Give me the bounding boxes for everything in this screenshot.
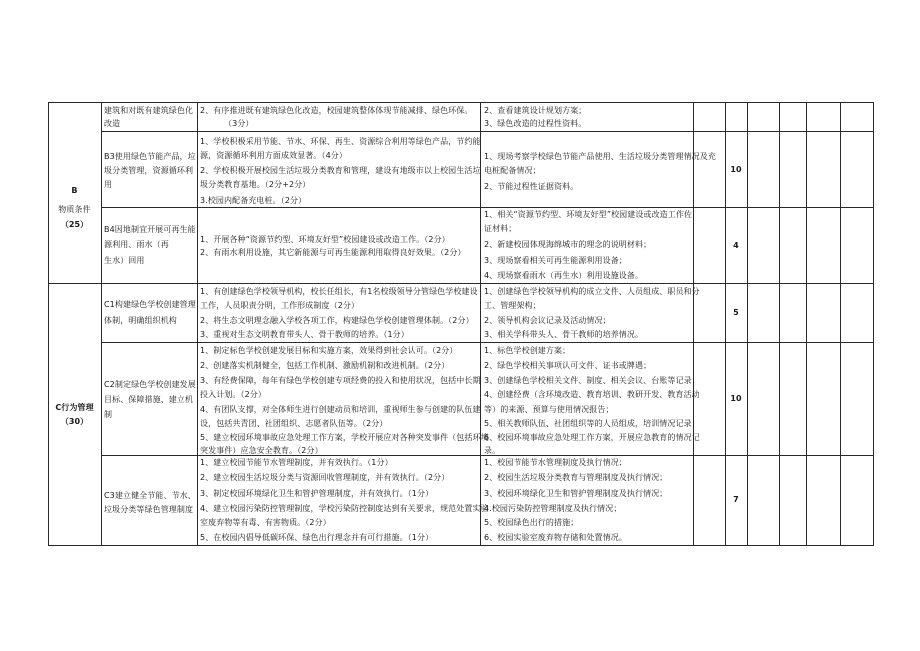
col-line [101, 102, 102, 546]
item-text: 改造 [104, 119, 121, 128]
evidence-text: 3、绿色改造的过程性资料。 [484, 119, 587, 128]
item-text: B4因地制宜开展可再生能 [104, 225, 196, 234]
evidence-text: 4、创建经费（含环境改造、教育培训、教研开发、教育活动 [484, 390, 700, 399]
criteria-text: 圾分类教育基地。（2分+2分） [200, 180, 311, 189]
evidence-text: 2、查看建筑设计规划方案； [484, 106, 587, 115]
criteria-text: 1、开展各种“资源节约型、环境友好型”校园建设或改造工作。（2分） [200, 235, 450, 244]
evidence-text: 电桩配备情况； [484, 166, 541, 175]
item-text: C1构建绿色学校创建管理 [104, 300, 196, 309]
evidence-text: 2、新建校园体现海绵城市的理念的说明材料； [484, 240, 652, 249]
score-value: 10 [730, 394, 742, 403]
item-text: 用 [104, 180, 113, 189]
col-line [747, 102, 748, 546]
criteria-text: 5、在校园内倡导低碳环保、绿色出行理念并有可行措施。（1分） [200, 533, 434, 542]
item-text: 制 [104, 410, 113, 419]
item-text: C3建立健全节能、节水、 [104, 491, 196, 500]
criteria-text: 3、制定校园环境绿化卫生和管护管理制度，并有效执行。（1分） [200, 489, 434, 498]
category-b-code: B [71, 186, 78, 195]
evidence-text: 录。 [484, 446, 501, 455]
col-line [840, 102, 841, 546]
evidence-text: 5、校园绿色出行的措施； [484, 518, 579, 527]
item-text: 源利用、雨水（再 [104, 240, 169, 249]
item-text: 建筑和对既有建筑绿色化 [104, 106, 194, 115]
evidence-text: 2、校园生活垃圾分类教育与管理制度及执行情况； [484, 473, 668, 482]
category-b-name: 物质条件 [58, 205, 91, 214]
criteria-text: 5、建立校园环境事故应急处理工作方案，学校开展应对各种突发事件（包括环境 [200, 433, 489, 442]
row-line [48, 283, 874, 284]
evidence-text: 1、现场考察学校绿色节能产品使用、生活垃圾分类管理情况及充 [484, 152, 716, 161]
evidence-text: 2、领导机构会议记录及活动情况； [484, 316, 611, 325]
evidence-text: 3、校园环境绿化卫生和管护管理制度及执行情况； [484, 489, 668, 498]
criteria-text: 2、学校积极开展校园生活垃圾分类教育和管理，建设有地级市以上校园生活垃 [200, 166, 481, 175]
criteria-text: 3.校园内配备充电桩。（2分） [200, 196, 307, 205]
evidence-text: 4、现场察看雨水（再生水）利用设施设备。 [484, 271, 644, 280]
evidence-text: 工、管理架构； [484, 301, 541, 310]
row-line [48, 545, 874, 546]
evidence-text: 2、节能过程性证据资料。 [484, 182, 579, 191]
evidence-text: 证材料； [484, 224, 517, 233]
criteria-text: 2、建立校园生活垃圾分类与资源回收管理制度，并有效执行。（2分） [200, 473, 450, 482]
evidence-text: 3、相关学科带头人、骨干教师的培养情况。 [484, 330, 644, 339]
criteria-text: 1、制定标色学校创建发展目标和实施方案，效果得到社会认可。（2分） [200, 346, 458, 355]
evidence-text: 1、标色学校创建方案； [484, 346, 571, 355]
score-value: 7 [733, 495, 739, 504]
evidence-text: 3、创建绿色学校相关文件、制度、相关会议、台账等记录； [484, 376, 700, 385]
criteria-text: 设，包括共青团、社团组织、志愿者队伍等。（2分） [200, 419, 388, 428]
item-text: C2制定绿色学校创建发展 [104, 380, 196, 389]
criteria-text: 1、建立校园节能节水管理制度，并有效执行。（1分） [200, 458, 393, 467]
criteria-text: （3分） [224, 119, 254, 128]
category-c-score: （30） [60, 417, 89, 426]
evidence-text: 2、绿色学校相关事项认可文件、证书或牌遇； [484, 361, 652, 370]
evidence-text: 5、相关教师队伍、社团组织等的人员组成，培训情况记录； [484, 419, 700, 428]
criteria-text: 投入计划。（2分） [200, 390, 266, 399]
evidence-text: 1、相关“资源节约型、环境友好型”校园建设或改造工作佐 [484, 210, 693, 219]
criteria-text: 1、学校积极采用节能、节水、环保、再生、资源综合利用等绿色产品，节约能 [200, 137, 481, 146]
evidence-text: 3、现场察看相关可再生能源利用设备； [484, 256, 627, 265]
item-text: 垃圾分类等绿色管理制度 [104, 505, 194, 514]
row-line [101, 131, 874, 132]
category-b-score: （25） [60, 220, 89, 229]
item-text: 圾分类管理，资源循环利 [104, 166, 194, 175]
row-line [48, 102, 874, 103]
criteria-text: 1、有创建绿色学校领导机构，校长任组长，有1名校级领导分管绿色学校建设 [200, 287, 478, 296]
criteria-text: 工作，人员职责分明，工作形成制度（2分） [200, 301, 360, 310]
evidence-text: 1、校园节能节水管理制度及执行情况； [484, 458, 627, 467]
score-value: 5 [733, 308, 739, 317]
criteria-text: 3、重视对生态文明教育带头人、骨干教师的培养。（1分） [200, 330, 409, 339]
criteria-text: 源，资源循环利用方面成效显著。（4分） [200, 151, 347, 160]
item-text: 体制，明确组织机构 [104, 316, 177, 325]
col-line [197, 102, 198, 546]
col-line [806, 102, 807, 546]
criteria-text: 2、创建落实机制健全，包括工作机制、激励机制和改进机制。（2分） [200, 361, 450, 370]
evidence-text: 1、创建绿色学校领导机构的成立文件、人员组成、职员和分 [484, 287, 700, 296]
score-value: 10 [730, 165, 742, 174]
criteria-text: 3、有经费保障，每年有绿色学校创建专项经费的投入和使用状况，包括中长期 [200, 376, 481, 385]
evidence-text: 4.校园污染防控管理制度及执行情况； [484, 504, 622, 513]
criteria-text: 2、有雨水利用设施，其它新能源与可再生能源利用取得良好效果。（2分） [200, 248, 466, 257]
evidence-text: 6、校园环境事故应急处理工作方案，开展应急教育的情况记 [484, 433, 700, 442]
col-line [48, 102, 49, 546]
col-line [873, 102, 874, 546]
category-c-code: C行为管理 [55, 403, 94, 412]
col-line [693, 102, 694, 546]
criteria-text: 2、将生态文明理念融入学校各项工作，构建绿色学校创建管理体制。（2分） [200, 316, 474, 325]
criteria-text: 4、建立校园污染防控管理制度，学校污染防控制度达到有关要求，规范处置实验 [200, 504, 489, 513]
score-value: 4 [733, 241, 739, 250]
evidence-text: 6、校园实验室废弃物存储和处置情况。 [484, 533, 627, 542]
criteria-text: 突发事件）应急安全教育。（2分） [200, 446, 323, 455]
item-text: 生水）回用 [104, 256, 145, 265]
evidence-text: 等）的来源、预算与使用情况报告； [484, 405, 614, 414]
criteria-text: 2、有序推进既有建筑绿色化改造，校园建筑整体体现节能减排、绿色环保。 [200, 106, 473, 115]
row-line [101, 342, 874, 343]
criteria-text: 4、有团队支撑，对全体师生进行创建动员和培训，重视师生参与创建的队伍建 [200, 405, 481, 414]
col-line [779, 102, 780, 546]
item-text: 目标、保障措施、建立机 [104, 395, 194, 404]
criteria-text: 室废弃物等有毒、有害物质。（2分） [200, 518, 331, 527]
item-text: B3使用绿色节能产品，垃 [104, 152, 196, 161]
